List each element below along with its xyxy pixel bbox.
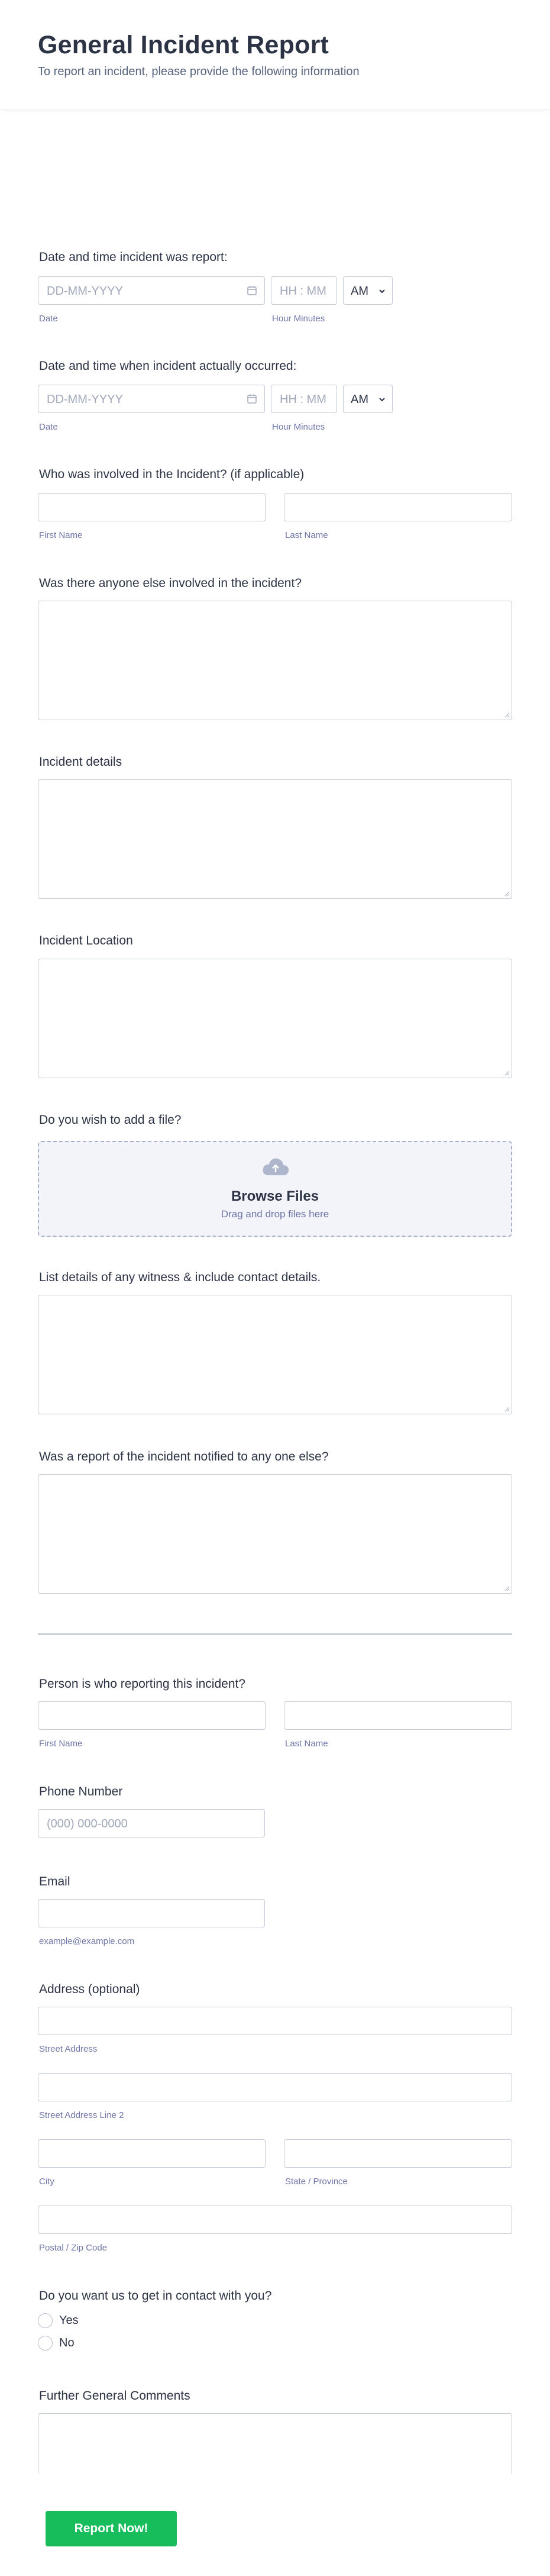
occurred-date-sublabel: Date	[39, 422, 58, 432]
others-involved-label: Was there anyone else involved in the incident?	[39, 576, 302, 590]
others-involved-textarea[interactable]	[38, 601, 512, 720]
zip-sublabel: Postal / Zip Code	[39, 2243, 108, 2253]
radio-label-yes[interactable]: Yes	[59, 2314, 79, 2327]
reporter-last-name-sublabel: Last Name	[285, 1739, 328, 1749]
state-input[interactable]	[284, 2139, 512, 2168]
report-time-placeholder: HH : MM	[280, 285, 326, 298]
form-title: General Incident Report	[38, 31, 329, 59]
report-ampm-select[interactable]	[343, 276, 393, 305]
phone-placeholder: (000) 000-0000	[47, 1817, 128, 1830]
reporter-first-name-sublabel: First Name	[39, 1739, 83, 1749]
street-address-sublabel: Street Address	[39, 2044, 98, 2054]
radio-button[interactable]	[38, 2313, 53, 2328]
file-upload-dropzone[interactable]	[38, 1141, 512, 1237]
comments-label: Further General Comments	[39, 2389, 190, 2403]
resize-handle-icon[interactable]	[504, 1070, 510, 1076]
form-footer	[0, 2474, 550, 2576]
state-sublabel: State / Province	[285, 2177, 348, 2187]
resize-handle-icon[interactable]	[504, 1585, 510, 1591]
involved-last-name-sublabel: Last Name	[285, 530, 328, 540]
calendar-icon[interactable]	[247, 285, 257, 296]
file-upload-label: Do you wish to add a file?	[39, 1113, 182, 1127]
address-label: Address (optional)	[39, 1982, 140, 1996]
involved-person-label: Who was involved in the Incident? (if applicable)	[39, 468, 305, 481]
reporter-first-name-input[interactable]	[38, 1701, 266, 1730]
email-sublabel: example@example.com	[39, 1936, 135, 1946]
occurred-ampm-select[interactable]	[343, 385, 393, 413]
report-notified-textarea[interactable]	[38, 1474, 512, 1594]
email-input[interactable]	[38, 1899, 265, 1927]
city-sublabel: City	[39, 2177, 54, 2187]
occurred-datetime-label: Date and time when incident actually occurred:	[39, 359, 297, 373]
calendar-icon[interactable]	[247, 394, 257, 404]
email-label: Email	[39, 1875, 70, 1888]
involved-first-name-input[interactable]	[38, 493, 266, 521]
section-divider	[38, 1633, 512, 1635]
city-input[interactable]	[38, 2139, 266, 2168]
report-date-placeholder: DD-MM-YYYY	[47, 285, 123, 298]
street-address-line2-sublabel: Street Address Line 2	[39, 2110, 124, 2120]
incident-location-textarea[interactable]	[38, 959, 512, 1078]
radio-button[interactable]	[38, 2336, 53, 2351]
report-notified-label: Was a report of the incident notified to any one else?	[39, 1450, 329, 1463]
occurred-time-sublabel: Hour Minutes	[272, 422, 325, 432]
incident-details-label: Incident details	[39, 755, 122, 769]
phone-input[interactable]	[38, 1809, 265, 1837]
chevron-down-icon	[378, 287, 386, 295]
occurred-ampm-value: AM	[351, 393, 368, 406]
witness-details-textarea[interactable]	[38, 1295, 512, 1414]
report-ampm-value: AM	[351, 285, 368, 298]
zip-input[interactable]	[38, 2206, 512, 2234]
incident-location-label: Incident Location	[39, 934, 133, 947]
resize-handle-icon[interactable]	[504, 891, 510, 897]
reporter-last-name-input[interactable]	[284, 1701, 512, 1730]
contact-pref-label: Do you want us to get in contact with you?	[39, 2289, 272, 2303]
occurred-date-placeholder: DD-MM-YYYY	[47, 393, 123, 406]
report-time-input[interactable]	[271, 276, 337, 305]
cloud-upload-icon	[261, 1155, 290, 1179]
resize-handle-icon[interactable]	[504, 712, 510, 718]
occurred-date-input[interactable]	[38, 385, 265, 413]
report-date-input[interactable]	[38, 276, 265, 305]
radio-label-no[interactable]: No	[59, 2336, 75, 2349]
chevron-down-icon	[378, 395, 386, 404]
street-address-line2-input[interactable]	[38, 2073, 512, 2101]
resize-handle-icon[interactable]	[504, 1406, 510, 1412]
street-address-input[interactable]	[38, 2007, 512, 2035]
involved-first-name-sublabel: First Name	[39, 530, 83, 540]
submit-button[interactable]: Report Now!	[46, 2511, 177, 2546]
form-subtitle: To report an incident, please provide the following information	[38, 65, 360, 78]
occurred-time-placeholder: HH : MM	[280, 393, 326, 406]
phone-label: Phone Number	[39, 1785, 123, 1798]
report-time-sublabel: Hour Minutes	[272, 314, 325, 324]
form-header	[0, 0, 550, 110]
incident-details-textarea[interactable]	[38, 779, 512, 899]
browse-files-title[interactable]: Browse Files	[231, 1188, 319, 1204]
reporter-label: Person is who reporting this incident?	[39, 1677, 246, 1691]
occurred-time-input[interactable]	[271, 385, 337, 413]
report-date-sublabel: Date	[39, 314, 58, 324]
drag-drop-hint: Drag and drop files here	[221, 1208, 329, 1220]
involved-last-name-input[interactable]	[284, 493, 512, 521]
witness-details-label: List details of any witness & include contact details.	[39, 1271, 321, 1284]
report-datetime-label: Date and time incident was report:	[39, 250, 228, 264]
